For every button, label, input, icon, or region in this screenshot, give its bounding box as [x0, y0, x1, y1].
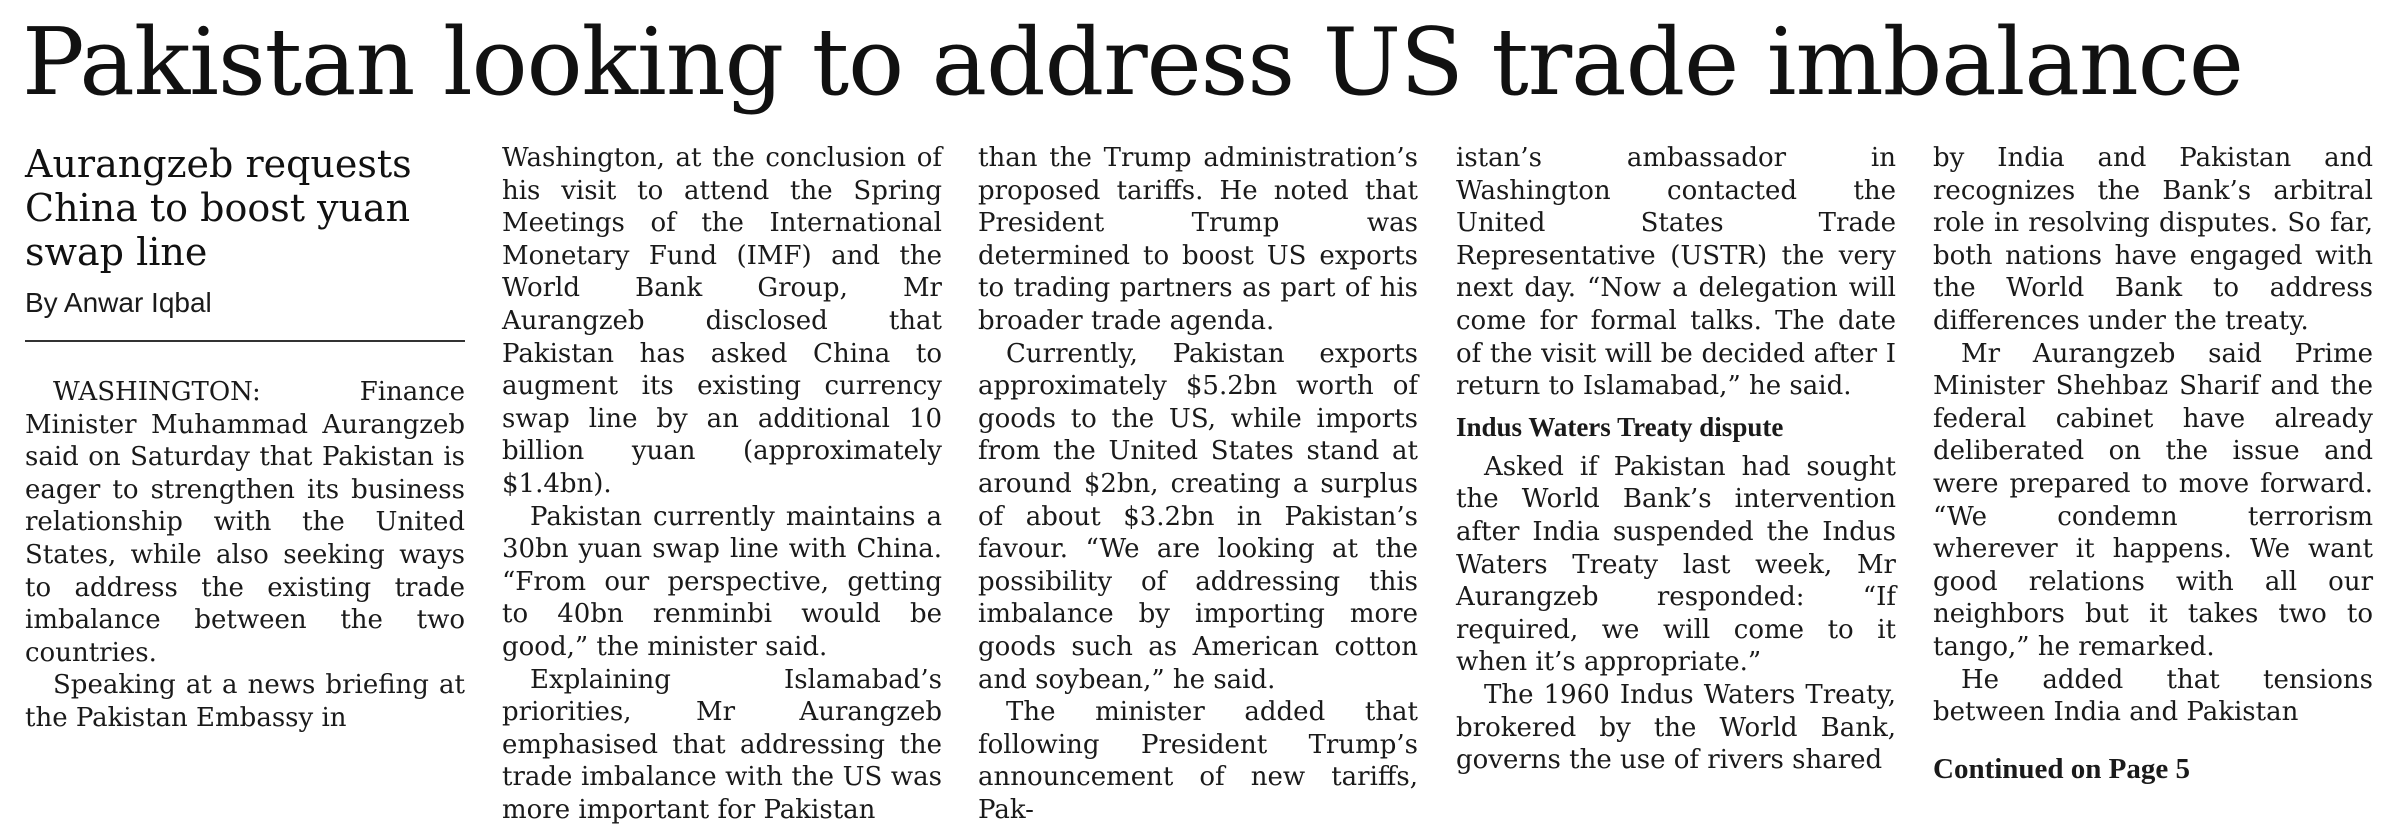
column-5 — [1933, 142, 2373, 785]
section-heading: Indus Waters Treaty dispute — [1456, 411, 1896, 443]
column-1 — [25, 142, 465, 735]
continued-link[interactable]: Continued on Page 5 — [1933, 753, 2373, 786]
column-2 — [502, 142, 942, 826]
paragraph-4: Explaining Islamabad’s priorities, Mr Aurangzeb emphasised that addressing the trade imbalance with the US was more important for Pakistan — [502, 664, 942, 826]
paragraph-7: Asked if Pakistan had sought the World Bank’s intervention after India suspended the Indus Waters Treaty last week, Mr Aurangzeb responded: “If required, we will come to it when it’s appropriate.” — [1456, 451, 1896, 679]
paragraph-9: Mr Aurangzeb said Prime Minister Shehbaz Sharif and the federal cabinet have already deliberated on the issue and were prepared to move forward. “We condemn terrorism wherever it happens. We want good relations with all our neighbors but it takes two to tango,” he remarked. — [1933, 338, 2373, 664]
headline: Pakistan looking to address US trade imbalance — [22, 0, 2372, 125]
paragraph-4-continued: than the Trump administration’s proposed tariffs. He noted that President Trump was determined to boost US exports to trading partners as part of his broader trade agenda. — [978, 142, 1418, 338]
paragraph-2: Speaking at a news briefing at the Pakistan Embassy in — [25, 669, 465, 734]
subheadline: Aurangzeb requests China to boost yuan swap line — [25, 142, 465, 274]
paragraph-6: The minister added that following President Trump’s announcement of new tariffs, Pak- — [978, 696, 1418, 826]
paragraph-1 — [25, 376, 465, 669]
dateline: WASHINGTON: — [53, 377, 261, 407]
paragraph-6-continued: istan’s ambassador in Washington contacted the United States Trade Representative (USTR) the very next day. “Now a delegation will come for formal talks. The date of the visit will be decided after I return to Islamabad,” he said. — [1456, 142, 1896, 403]
byline: By Anwar Iqbal — [25, 286, 465, 320]
paragraph-2-continued: Washington, at the conclusion of his visit to attend the Spring Meetings of the International Monetary Fund (IMF) and the World Bank Group, Mr Aurangzeb disclosed that Pakistan has asked China to augment its existing currency swap line by an additional 10 billion yuan (approximately $1.4bn). — [502, 142, 942, 501]
byline-rule — [25, 340, 465, 342]
paragraph-10: He added that tensions between India and Pakistan — [1933, 664, 2373, 729]
paragraph-3: Pakistan currently maintains a 30bn yuan swap line with China. “From our perspective, getting to 40bn renminbi would be good,” the minister said. — [502, 501, 942, 664]
paragraph-8-continued: by India and Pakistan and recognizes the Bank’s arbitral role in resolving disputes. So far, both nations have engaged with the World Bank to address differences under the treaty. — [1933, 142, 2373, 338]
paragraph-5: Currently, Pakistan exports approximately $5.2bn worth of goods to the US, while imports from the United States stand at around $2bn, creating a surplus of about $3.2bn in Pakistan’s favour. “We are looking at the possibility of addressing this imbalance by importing more goods such as American cotton and soybean,” he said. — [978, 338, 1418, 697]
paragraph-1-text: Finance Minister Muhammad Aurangzeb said on Saturday that Pakistan is eager to strengthen its business relationship with the United States, while also seeking ways to address the existing trade imbalance between the two countries. — [25, 377, 465, 668]
paragraph-8: The 1960 Indus Waters Treaty, brokered by the World Bank, governs the use of rivers shared — [1456, 679, 1896, 777]
column-3 — [978, 142, 1418, 826]
column-4 — [1456, 142, 1896, 777]
